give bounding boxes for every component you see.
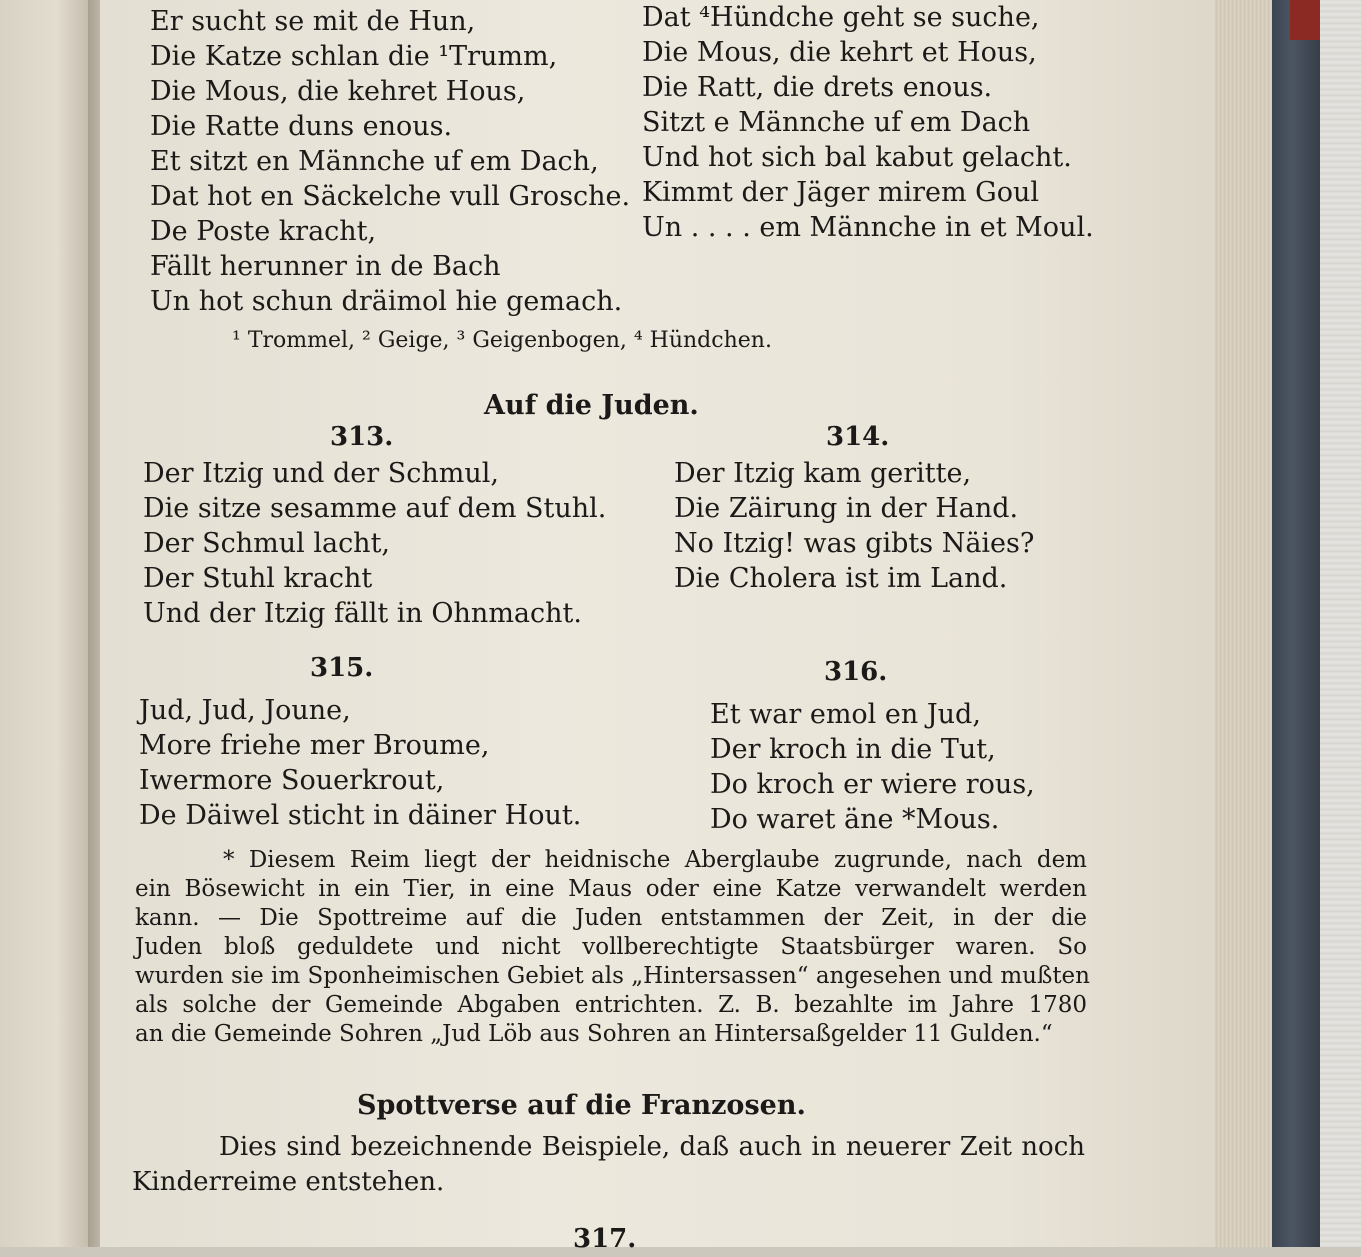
poem-316	[710, 697, 1035, 837]
verse-line: Die Mous, die kehret Hous,	[150, 76, 526, 107]
book-cover	[1272, 0, 1322, 1247]
poem-number-313: 313.	[330, 422, 394, 452]
note-line: wurden sie im Sponheimischen Gebiet als „Hintersassen“ angesehen und mußten	[135, 963, 1090, 989]
note-line: kann. — Die Spottreime auf die Juden entstammen der Zeit, in der die	[135, 905, 1087, 931]
poem-number-314: 314.	[826, 422, 890, 452]
note-line: Juden bloß geduldete und nicht vollberechtigte Staatsbürger waren. So	[135, 934, 1087, 960]
verse-line: Un . . . . em Männche in et Moul.	[642, 212, 1094, 243]
verse-line: Fällt herunner in de Bach	[150, 251, 501, 282]
intro-paragraph	[132, 1130, 1085, 1200]
verse-line: Und hot sich bal kabut gelacht.	[642, 142, 1072, 173]
note-line: * Diesem Reim liegt der heidnische Aberglaube zugrunde, nach dem	[223, 847, 1087, 873]
verse-line: More friehe mer Broume,	[139, 730, 490, 761]
verse-line: Die Katze schlan die ¹Trumm,	[150, 41, 558, 72]
verse-line: Iwermore Souerkrout,	[139, 765, 445, 796]
verse-line: Sitzt e Männche uf em Dach	[642, 107, 1031, 138]
verse-line: Der Itzig und der Schmul,	[143, 458, 499, 489]
poem-number-316: 316.	[824, 657, 888, 687]
note-line: als solche der Gemeinde Abgaben entrichten. Z. B. bezahlte im Jahre 1780	[135, 992, 1087, 1018]
verse-line: Et war emol en Jud,	[710, 699, 981, 730]
verse-line: Die Ratt, die drets enous.	[642, 72, 993, 103]
cover-corner	[1290, 0, 1320, 40]
verse-line: Do waret äne *Mous.	[710, 804, 1000, 835]
verse-line: Dat hot en Säckelche vull Grosche.	[150, 181, 631, 212]
explanatory-note	[135, 846, 1090, 1049]
background-cloth	[1320, 0, 1361, 1247]
facing-page-edge	[0, 0, 95, 1247]
footnote-top: ¹ Trommel, ² Geige, ³ Geigenbogen, ⁴ Hündchen.	[232, 328, 772, 353]
note-line: ein Bösewicht in ein Tier, in eine Maus oder eine Katze verwandelt werden	[135, 876, 1087, 902]
verse-line: Er sucht se mit de Hun,	[150, 6, 476, 37]
verse-line: De Däiwel sticht in däiner Hout.	[139, 800, 582, 831]
verse-line: Und der Itzig fällt in Ohnmacht.	[143, 598, 582, 629]
verse-line: Jud, Jud, Joune,	[139, 695, 351, 726]
poem-number-315: 315.	[310, 653, 374, 683]
poem-number-317: 317.	[573, 1224, 637, 1254]
verse-line: De Poste kracht,	[150, 216, 377, 247]
paragraph-line: Kinderreime entstehen.	[132, 1167, 445, 1197]
note-line: an die Gemeinde Sohren „Jud Löb aus Sohren an Hintersaßgelder 11 Gulden.“	[135, 1021, 1053, 1047]
verse-line: Der Itzig kam geritte,	[674, 458, 972, 489]
verse-line: Kimmt der Jäger mirem Goul	[642, 177, 1040, 208]
verse-line: Der Schmul lacht,	[143, 528, 391, 559]
verse-line: Die Cholera ist im Land.	[674, 563, 1008, 594]
verse-line: No Itzig! was gibts Näies?	[674, 528, 1035, 559]
verse-line: Do kroch er wiere rous,	[710, 769, 1035, 800]
verse-line: Die Zäirung in der Hand.	[674, 493, 1019, 524]
section-heading-franzosen: Spottverse auf die Franzosen.	[357, 1090, 806, 1121]
section-heading-juden: Auf die Juden.	[484, 390, 699, 421]
paragraph-line: Dies sind bezeichnende Beispiele, daß auch in neuerer Zeit noch	[219, 1132, 1085, 1162]
verse-line: Et sitzt en Männche uf em Dach,	[150, 146, 599, 177]
page-block-edge	[1215, 0, 1275, 1247]
verse-line: Die sitze sesamme auf dem Stuhl.	[143, 493, 607, 524]
poem-315	[139, 693, 581, 833]
verse-line: Dat ⁴Hündche geht se suche,	[642, 2, 1040, 33]
verse-line: Die Mous, die kehrt et Hous,	[642, 37, 1037, 68]
verse-line: Die Ratte duns enous.	[150, 111, 453, 142]
verse-line: Der Stuhl kracht	[143, 563, 373, 594]
top-poem-left	[150, 4, 630, 319]
poem-313	[143, 456, 606, 631]
verse-line: Un hot schun dräimol hie gemach.	[150, 286, 623, 317]
verse-line: Der kroch in die Tut,	[710, 734, 996, 765]
poem-314	[674, 456, 1034, 596]
top-poem-right	[642, 0, 1094, 245]
